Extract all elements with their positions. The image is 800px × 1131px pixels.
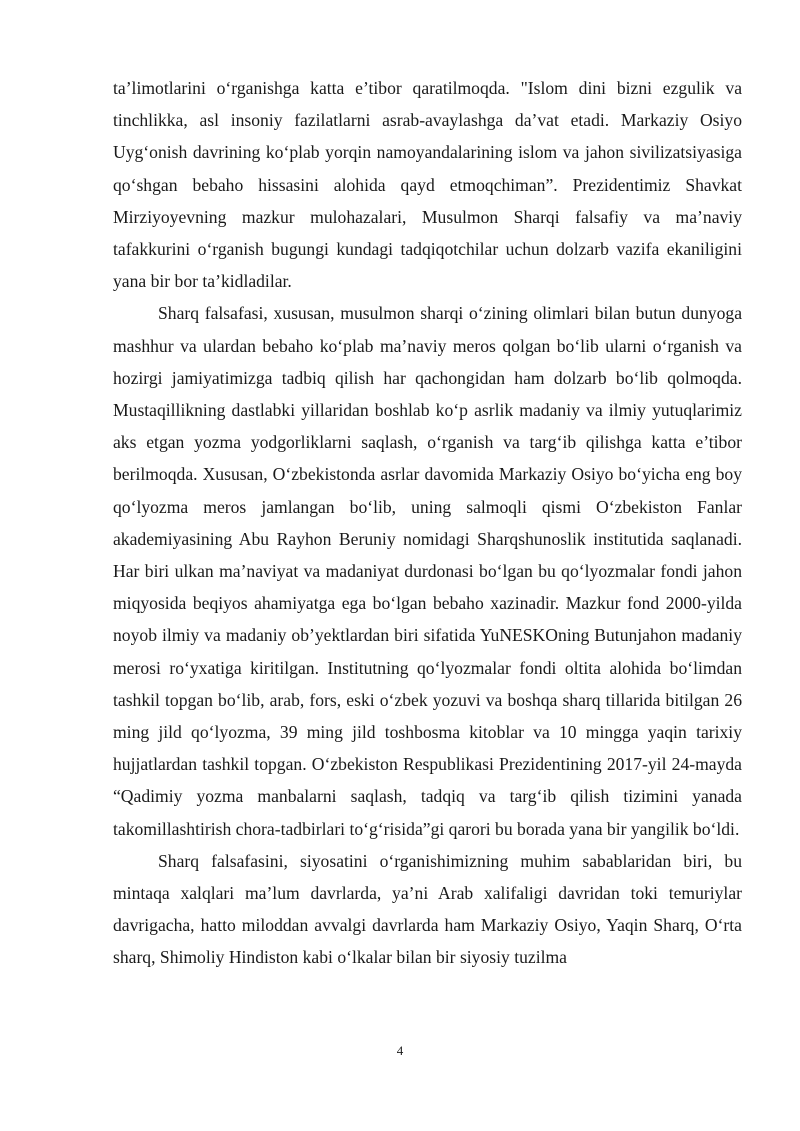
page-number: 4 [396, 1043, 404, 1058]
paragraph-1: ta’limotlarini o‘rganishga katta e’tibor qaratilmoqda. "Islom dini bizni ezgulik va tinchlikka, asl insoniy fazilatlarni asrab-avaylashga da’vat etadi. Markaziy Osiyo Uyg‘onish davrining ko‘plab yorqin namoyandalarining islom va jahon sivilizatsiyasiga qo‘shgan bebaho hissasini alohida qayd etmoqchiman”. Prezidentimiz Shavkat Mirziyoyevning mazkur mulohazalari, Musulmon Sharqi falsafiy va ma’naviy tafakkurini o‘rganish bugungi kundagi tadqiqotchilar uchun dolzarb vazifa ekaniligini yana bir bor ta’kidladilar. [113, 78, 742, 292]
paragraph-3: Sharq falsafasini, siyosatini o‘rganishimizning muhim sabablaridan biri, bu mintaqa xalqlari ma’lum davrlarda, ya’ni Arab xalifaligi davridan toki temuriylar davrigacha, hatto miloddan avvalgi davrlarda ham Markaziy Osiyo, Yaqin Sharq, O‘rta sharq, Shimoliy Hindiston kabi o‘lkalar bilan bir siyosiy tuzilma [113, 850, 742, 968]
paragraph-2: Sharq falsafasi, xususan, musulmon sharqi o‘zining olimlari bilan butun dunyoga mashhur va ulardan bebaho ko‘plab ma’naviy meros qolgan bo‘lib ularni o‘rganish va hozirgi jamiyatimizga tadbiq qilish har qachongidan ham dolzarb bo‘lib qolmoqda. Mustaqillikning dastlabki yillaridan boshlab ko‘p asrlik madaniy va ilmiy yutuqlarimiz aks etgan yozma yodgorliklarni saqlash, o‘rganish va targ‘ib qilishga katta e’tibor berilmoqda. Xususan, O‘zbekistonda asrlar davomida Markaziy Osiyo bo‘yicha eng boy qo‘lyozma meros jamlangan bo‘lib, uning salmoqli qismi O‘zbekiston Fanlar akademiyasining Abu Rayhon Beruniy nomidagi Sharqshunoslik institutida saqlanadi. Har biri ulkan ma’naviyat va madaniyat durdonasi bo‘lgan bu qo‘lyozmalar fondi jahon miqyosida beqiyos ahamiyatga ega bo‘lgan bebaho xazinadir. Mazkur fond 2000-yilda noyob ilmiy va madaniy ob’yektlardan biri sifatida YuNESKOning Butunjahon madaniy merosi ro‘yxatiga kiritilgan. Institutning qo‘lyozmalar fondi oltita alohida bo‘limdan tashkil topgan bo‘lib, arab, fors, eski o‘zbek yozuvi va boshqa sharq tillarida bitilgan 26 ming jild qo‘lyozma, 39 ming jild toshbosma kitoblar va 10 mingga yaqin tarixiy hujjatlardan tashkil topgan. O‘zbekiston Respublikasi Prezidentining 2017-yil 24-mayda “Qadimiy yozma manbalarni saqlash, tadqiq va targ‘ib qilish tizimini yanada takomillashtirish chora-tadbirlari to‘g‘risida”gi qarori bu borada yana bir yangilik bo‘ldi. [113, 303, 742, 839]
document-page [113, 72, 742, 974]
